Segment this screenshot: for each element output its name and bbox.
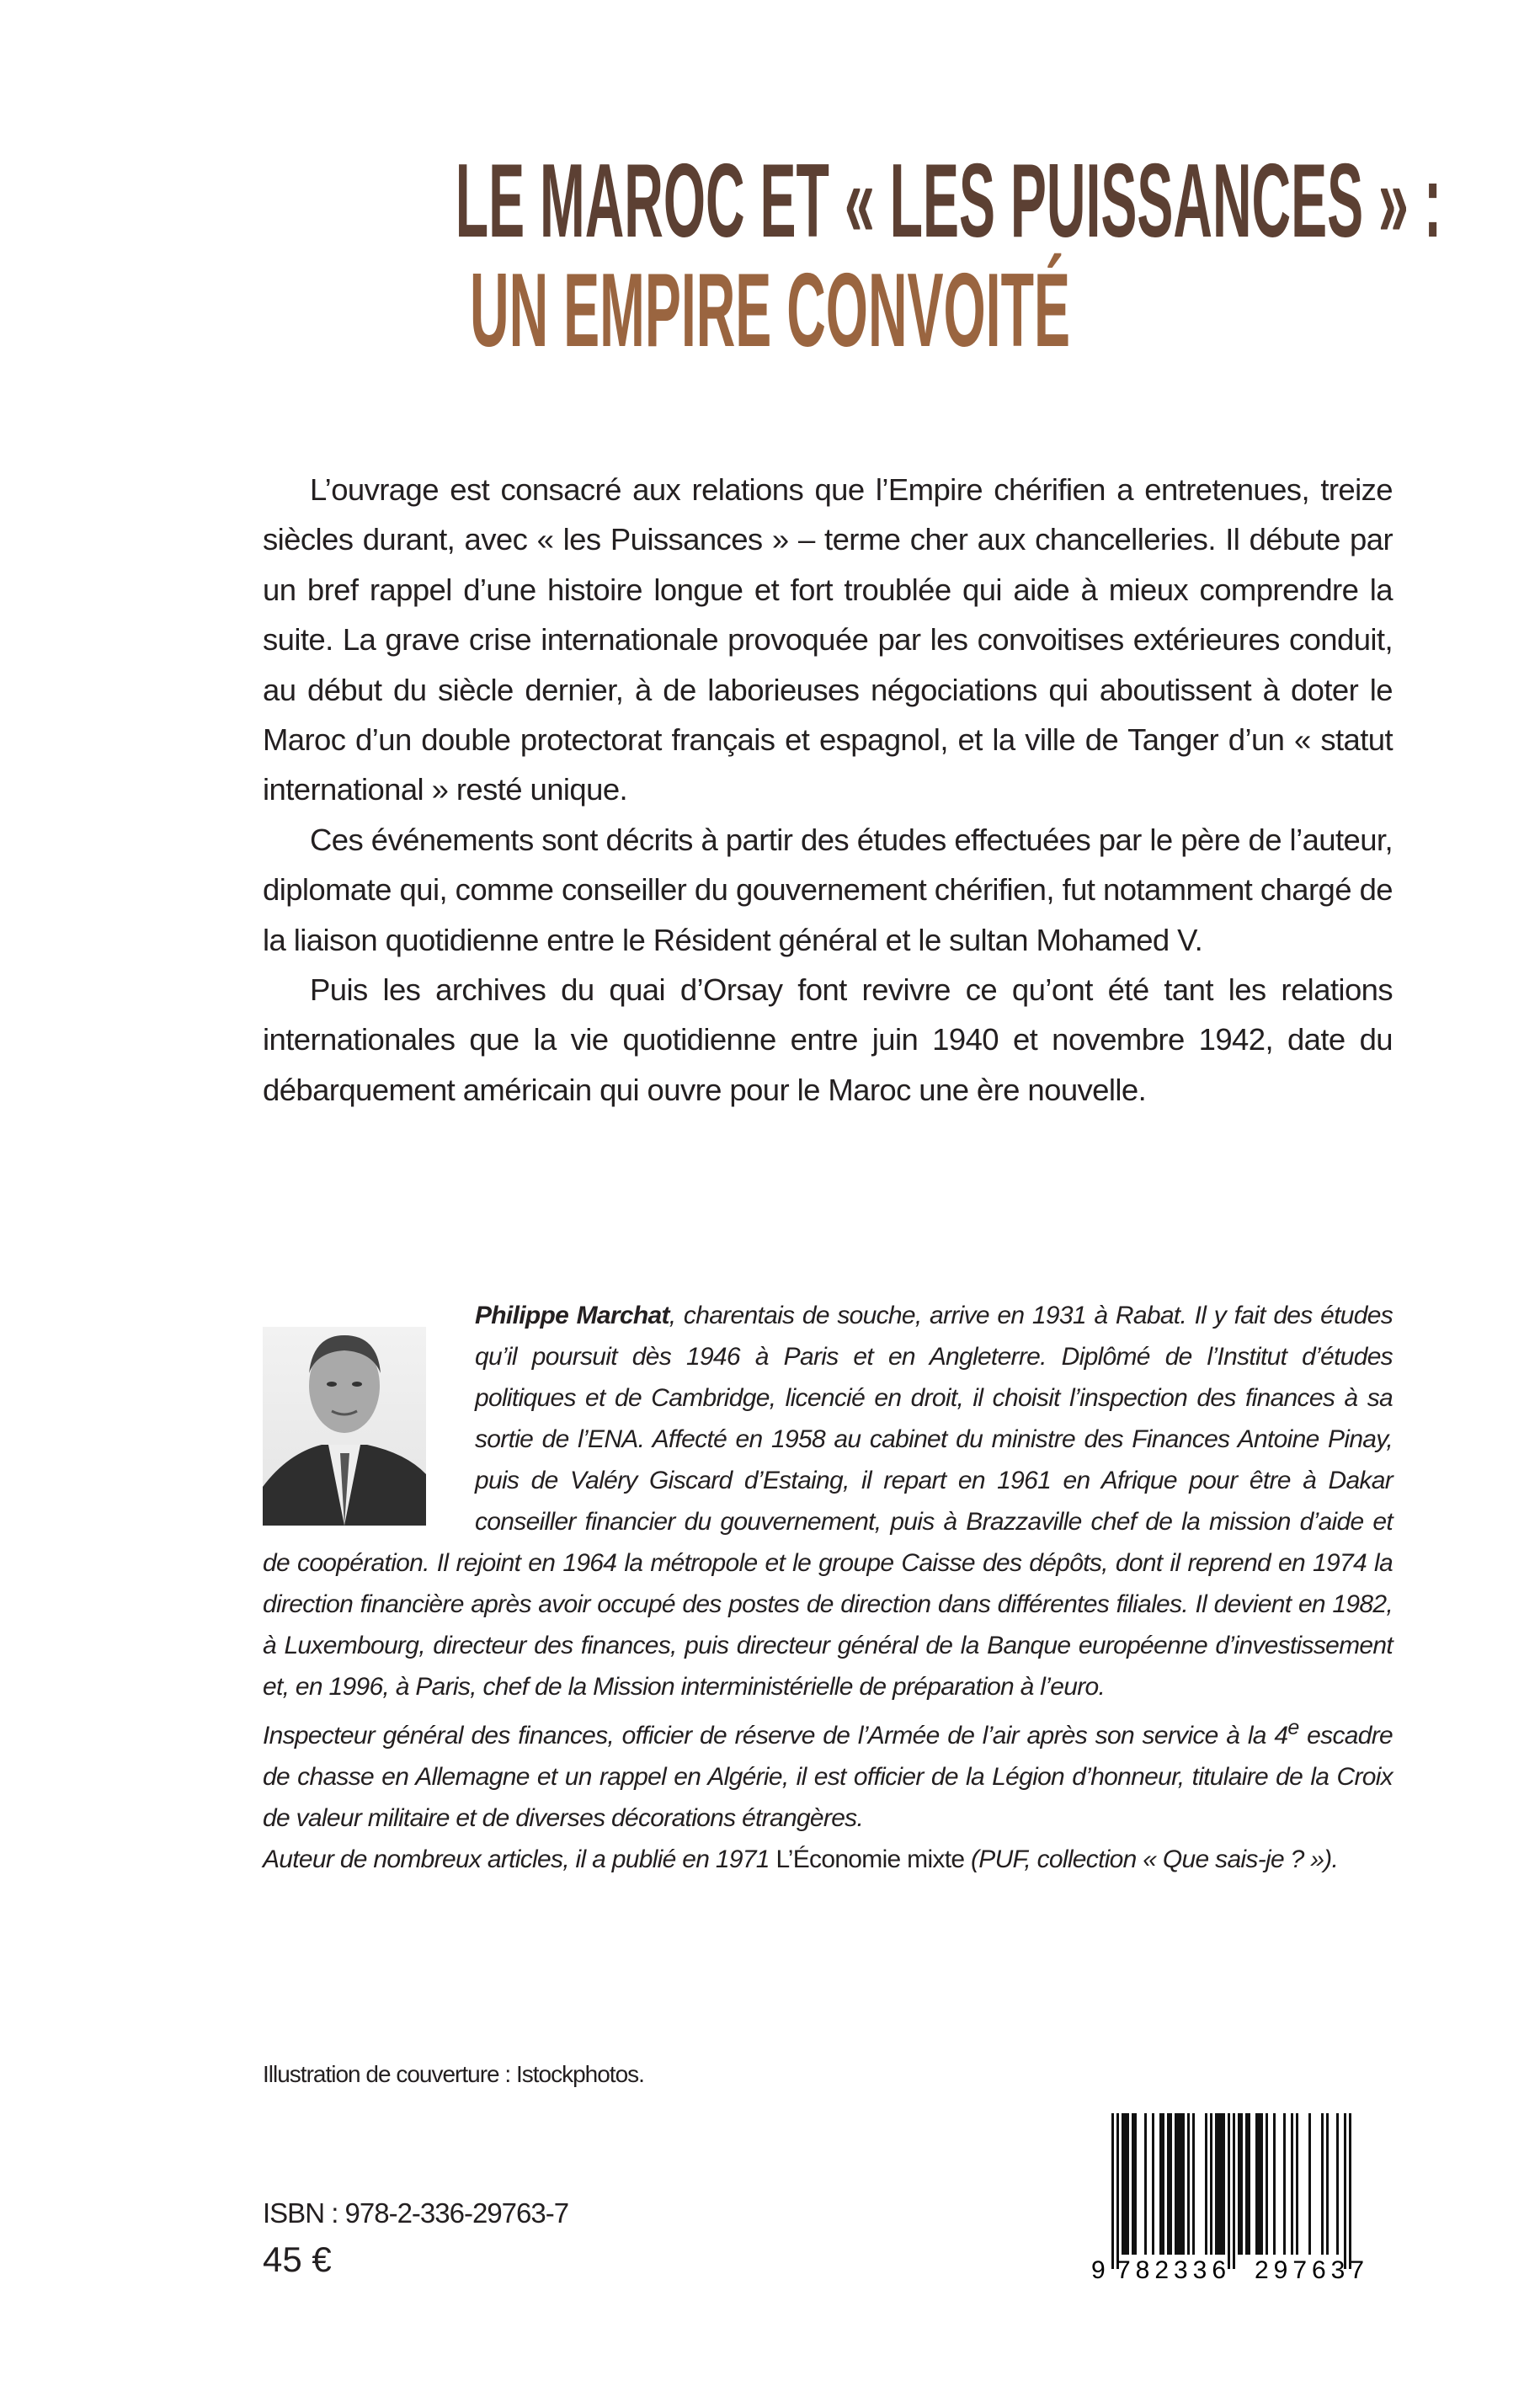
barcode-bar bbox=[1127, 2113, 1129, 2255]
barcode-bar bbox=[1205, 2113, 1207, 2255]
barcode-bar bbox=[1192, 2113, 1195, 2255]
summary-text bbox=[263, 465, 1393, 1115]
bio-text: Inspecteur général des finances, officier de réserve de l’Armée de l’air après son service à la 4 bbox=[263, 1722, 1288, 1750]
barcode-bar bbox=[1122, 2113, 1124, 2255]
barcode bbox=[1086, 2113, 1398, 2282]
book-title: L’Économie mixte bbox=[775, 1845, 965, 1873]
summary-paragraph: Puis les archives du quai d’Orsay font revivre ce qu’ont été tant les relations internationales que la vie quotidienne entre juin 1940 et novembre 1942, date du débarquement américain qui ouvre pour le Maroc une ère nouvelle. bbox=[263, 972, 1393, 1107]
author-bio bbox=[263, 1295, 1393, 1880]
barcode-bar bbox=[1260, 2113, 1263, 2255]
barcode-bar bbox=[1144, 2113, 1147, 2255]
barcode-bar bbox=[1170, 2113, 1172, 2255]
barcode-bar bbox=[1258, 2113, 1260, 2255]
barcode-bar bbox=[1240, 2113, 1243, 2255]
barcode-bar bbox=[1349, 2113, 1351, 2269]
barcode-bar bbox=[1296, 2113, 1298, 2255]
summary-paragraph: Ces événements sont décrits à partir des études effectuées par le père de l’auteur, diplomate qui, comme conseiller du gouvernement chérifien, fut notamment chargé de la liaison quotidienne entre le Résident général et le sultan Mohamed V. bbox=[263, 822, 1393, 957]
bio-paragraph bbox=[263, 1707, 1393, 1839]
barcode-bar bbox=[1344, 2113, 1346, 2269]
bio-paragraph bbox=[263, 1839, 1393, 1880]
barcode-left-digits: 782336 bbox=[1116, 2256, 1226, 2282]
title-main: LE MAROC ET « LES PUISSANCES » : bbox=[455, 143, 1442, 259]
barcode-bar bbox=[1175, 2113, 1177, 2255]
barcode-bar bbox=[1228, 2113, 1230, 2269]
barcode-bar bbox=[1291, 2113, 1293, 2255]
barcode-bar bbox=[1308, 2113, 1311, 2255]
bio-text: (PUF, collection « Que sais-je ? »). bbox=[964, 1845, 1339, 1873]
barcode-bar bbox=[1182, 2113, 1185, 2255]
barcode-bar bbox=[1187, 2113, 1190, 2255]
barcode-bar bbox=[1159, 2113, 1162, 2255]
barcode-bar bbox=[1321, 2113, 1324, 2255]
barcode-bar bbox=[1215, 2113, 1218, 2255]
barcode-bar bbox=[1134, 2113, 1137, 2255]
barcode-bar bbox=[1180, 2113, 1182, 2255]
barcode-bar bbox=[1218, 2113, 1220, 2255]
barcode-bar bbox=[1283, 2113, 1286, 2255]
barcode-bar bbox=[1111, 2113, 1114, 2269]
barcode-bar bbox=[1255, 2113, 1258, 2255]
bio-text: escadre de chasse en Allemagne et un rappel en Algérie, il est officier de la Légion d’honneur, titulaire de la Croix de valeur militaire et de diverses décorations étrangères. bbox=[263, 1722, 1393, 1832]
barcode-bar bbox=[1116, 2113, 1119, 2269]
barcode-bar bbox=[1266, 2113, 1268, 2255]
isbn: ISBN : 978-2-336-29763-7 bbox=[263, 2197, 569, 2229]
barcode-bar bbox=[1223, 2113, 1225, 2255]
barcode-bar bbox=[1248, 2113, 1250, 2255]
barcode-bar bbox=[1326, 2113, 1329, 2255]
barcode-bar bbox=[1124, 2113, 1127, 2255]
barcode-bar bbox=[1210, 2113, 1212, 2255]
price: 45 € bbox=[263, 2240, 332, 2279]
barcode-bar bbox=[1177, 2113, 1180, 2255]
cover-credit: Illustration de couverture : Istockphotos. bbox=[263, 2061, 644, 2087]
author-photo bbox=[263, 1327, 426, 1526]
barcode-bar bbox=[1167, 2113, 1170, 2255]
barcode-bar bbox=[1273, 2113, 1276, 2255]
superscript: e bbox=[1287, 1716, 1299, 1739]
barcode-bar bbox=[1233, 2113, 1235, 2269]
barcode-bar bbox=[1152, 2113, 1154, 2255]
barcode-bar bbox=[1238, 2113, 1240, 2255]
barcode-bar bbox=[1132, 2113, 1134, 2255]
barcode-bar bbox=[1162, 2113, 1164, 2255]
barcode-first-digit: 9 bbox=[1091, 2256, 1106, 2282]
barcode-bar bbox=[1220, 2113, 1223, 2255]
barcode-bar bbox=[1245, 2113, 1248, 2255]
barcode-bar bbox=[1336, 2113, 1339, 2255]
bio-text: , charentais de souche, arrive en 1931 à Rabat. Il y fait des études qu’il poursuit dès 1946 à Paris et en Angleterre. Diplômé de l’Institut d’études politiques et de Cambridge, licencié en droit, il choisit l’inspection des finances à sa sortie de l’ENA. Affecté en 1958 au cabinet du ministre des Finances Antoine Pinay, puis de Valéry Giscard d’Estaing, il repart en 1961 en Afrique pour être à Dakar conseiller financier du gouvernement, puis à Brazzaville chef de la mission d’aide et de coopération. Il rejoint en 1964 la métropole et le groupe Caisse des dépôts, dont il reprend en 1974 la direction financière après avoir occupé des postes de direction dans différentes filiales. Il devient en 1982, à Luxembourg, directeur des finances, puis directeur général de la Banque européenne d’investissement et, en 1996, à Paris, chef de la Mission interministérielle de préparation à l’euro. bbox=[263, 1302, 1393, 1701]
summary-paragraph: L’ouvrage est consacré aux relations que l’Empire chérifien a entretenues, treize siècles durant, avec « les Puissances » – terme cher aux chancelleries. Il débute par un bref rappel d’une histoire longue et fort troublée qui aide à mieux comprendre la suite. La grave crise internationale provoquée par les convoitises extérieures conduit, au début du siècle dernier, à de laborieuses négociations qui aboutissent à doter le Maroc d’un double protectorat français et espagnol, et la ville de Tanger d’un « statut international » resté unique. bbox=[263, 472, 1393, 807]
barcode-right-digits: 297637 bbox=[1255, 2256, 1364, 2282]
bio-paragraph bbox=[263, 1295, 1393, 1707]
author-name: Philippe Marchat bbox=[475, 1302, 669, 1329]
title-subtitle: UN EMPIRE CONVOITÉ bbox=[470, 253, 1070, 369]
bio-text: Auteur de nombreux articles, il a publié en 1971 bbox=[263, 1845, 776, 1873]
